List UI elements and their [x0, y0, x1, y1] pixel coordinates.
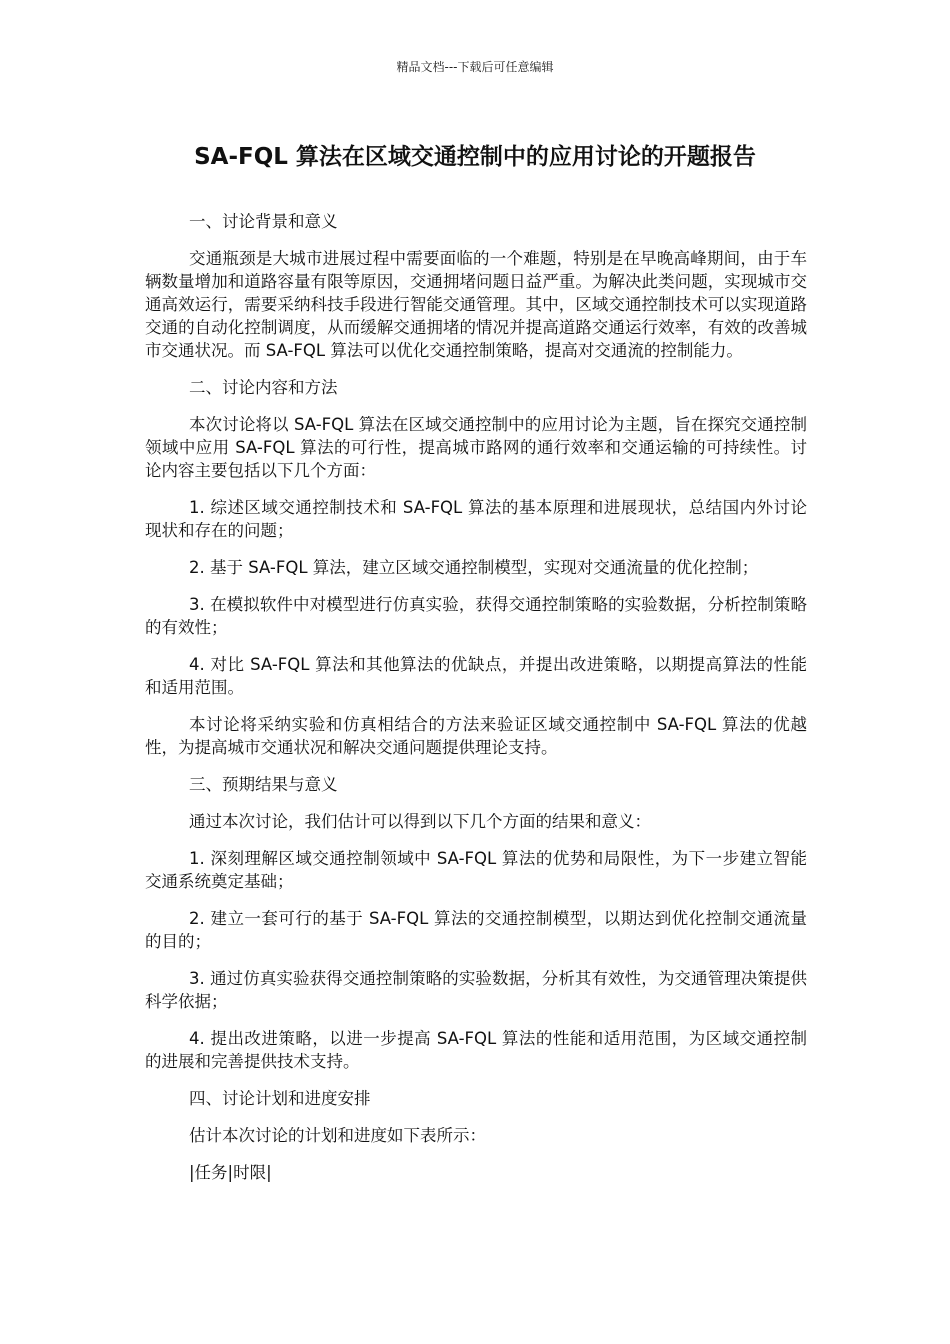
list-item-content-1: 1. 综述区域交通控制技术和 SA-FQL 算法的基本原理和进展现状，总结国内外讨论现状和存在的问题；	[145, 498, 807, 540]
paragraph-content-intro: 本次讨论将以 SA-FQL 算法在区域交通控制中的应用讨论为主题，旨在探究交通控制领域中应用 SA-FQL 算法的可行性，提高城市路网的通行效率和交通运输的可持续性。讨论内容主要包括以下几个方面：	[145, 415, 807, 480]
list-item-result-1: 1. 深刻理解区域交通控制领域中 SA-FQL 算法的优势和局限性，为下一步建立智能交通系统奠定基础；	[145, 849, 807, 891]
document-body	[145, 210, 807, 1198]
paragraph-background: 交通瓶颈是大城市进展过程中需要面临的一个难题，特别是在早晚高峰期间，由于车辆数量增加和道路容量有限等原因，交通拥堵问题日益严重。为解决此类问题，实现城市交通高效运行，需要采纳科技手段进行智能交通管理。其中，区域交通控制技术可以实现道路交通的自动化控制调度，从而缓解交通拥堵的情况并提高道路交通运行效率，有效的改善城市交通状况。而 SA-FQL 算法可以优化交通控制策略，提高对交通流的控制能力。	[145, 249, 807, 360]
section-heading-content-method: 二、讨论内容和方法	[189, 378, 338, 397]
paragraph-results-intro: 通过本次讨论，我们估计可以得到以下几个方面的结果和意义：	[189, 812, 651, 831]
list-item-content-2: 2. 基于 SA-FQL 算法，建立区域交通控制模型，实现对交通流量的优化控制；	[189, 558, 759, 577]
section-heading-expected-results: 三、预期结果与意义	[189, 775, 338, 794]
paragraph-plan-intro: 估计本次讨论的计划和进度如下表所示：	[189, 1126, 486, 1145]
list-item-content-3: 3. 在模拟软件中对模型进行仿真实验，获得交通控制策略的实验数据，分析控制策略的有效性；	[145, 595, 807, 637]
list-item-result-2: 2. 建立一套可行的基于 SA-FQL 算法的交通控制模型，以期达到优化控制交通流量的目的；	[145, 909, 807, 951]
header-note: 精品文档---下载后可任意编辑	[396, 60, 554, 74]
section-heading-background: 一、讨论背景和意义	[189, 212, 338, 231]
table-header-text: |任务|时限|	[189, 1163, 272, 1182]
list-item-result-4: 4. 提出改进策略，以进一步提高 SA-FQL 算法的性能和适用范围，为区域交通控制的进展和完善提供技术支持。	[145, 1029, 807, 1071]
paragraph-method: 本讨论将采纳实验和仿真相结合的方法来验证区域交通控制中 SA-FQL 算法的优越性，为提高城市交通状况和解决交通问题提供理论支持。	[145, 715, 807, 757]
section-heading-plan: 四、讨论计划和进度安排	[189, 1089, 371, 1108]
document-title: SA-FQL 算法在区域交通控制中的应用讨论的开题报告	[194, 144, 756, 170]
list-item-content-4: 4. 对比 SA-FQL 算法和其他算法的优缺点，并提出改进策略，以期提高算法的性能和适用范围。	[145, 655, 807, 697]
list-item-result-3: 3. 通过仿真实验获得交通控制策略的实验数据，分析其有效性，为交通管理决策提供科学依据；	[145, 969, 807, 1011]
